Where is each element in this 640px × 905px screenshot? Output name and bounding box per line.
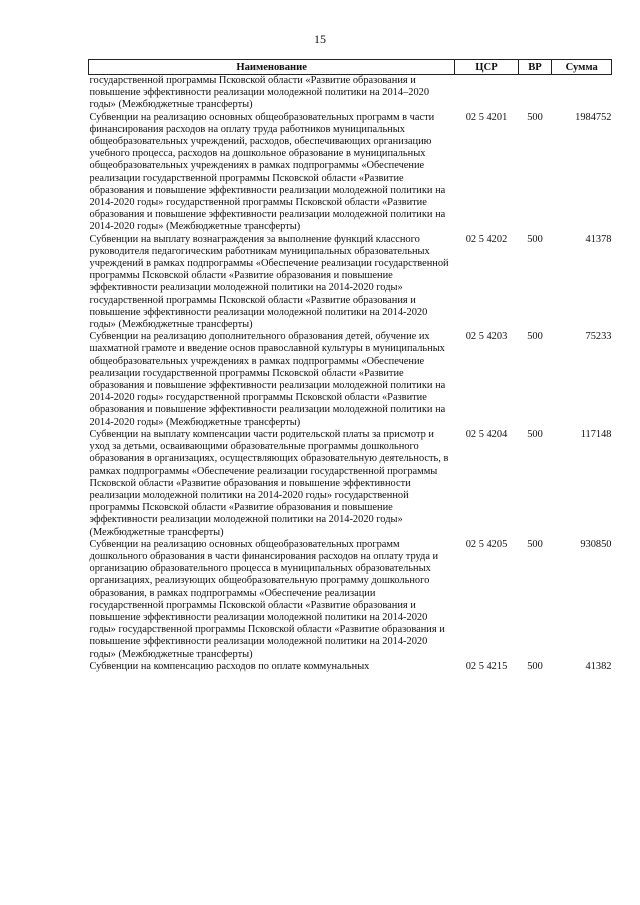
header-name: Наименование [89,60,455,75]
row-vr: 500 [527,660,543,672]
row-name: Субвенции на компенсацию расходов по оплате коммунальных [89,660,370,672]
header-sum: Сумма [552,60,612,75]
table-row [89,75,612,112]
row-sum [552,75,612,112]
header-csr: ЦСР [455,60,518,75]
page-number: 15 [314,32,326,46]
row-csr [455,75,518,112]
row-vr: 500 [527,111,543,123]
row-name: Субвенции на выплату вознаграждения за выполнение функций классного руководителя педагогическим работникам муниципальных образовательных учреждений в рамках подпрограммы «Обеспечение реализации государственной программы Псковской области «Развитие образования и повышение эффективности реализации молодежной политики на 2014-2020 годы» государственной программы Псковской области «Развитие образования и повышение эффективности реализации молодежной политики на 2014-2020 годы» (Межбюджетные трансферты) [89,233,449,331]
table-row [89,429,612,539]
row-sum: 75233 [585,331,612,343]
row-vr [518,75,552,112]
row-csr: 02 5 4205 [465,538,508,550]
table-row [89,539,612,661]
row-sum: 41378 [585,233,612,245]
row-sum: 1984752 [575,111,612,123]
table-header-row [89,60,612,75]
row-csr: 02 5 4202 [465,233,508,245]
row-csr: 02 5 4215 [465,660,508,672]
row-name: Субвенции на реализацию основных общеобразовательных программ дошкольного образования в части финансирования расходов на оплату труда и организацию образовательного процесса в муниципальных образовательных организациях, реализующих общеобразовательную программу дошкольного образования, в рамках подпрограммы «Обеспечение реализации государственной программы Псковской области «Развитие образования и повышение эффективности реализации молодежной политики на 2014-2020 годы» государственной программы Псковской области «Развитие образования и повышение эффективности реализации молодежной политики на 2014-2020 годы» (Межбюджетные трансферты) [89,538,445,660]
row-sum: 41382 [585,660,612,672]
row-name: Субвенции на реализацию дополнительного образования детей, обучение их шахматной грамоте и введение основ православной культуры в муниципальных общеобразовательных учреждениях в рамках подпрограммы «Обеспечение реализации государственной программы Псковской области «Развитие образования и повышение эффективности реализации молодежной политики на 2014-2020 годы» государственной программы Псковской области «Развитие образования и повышение эффективности реализации молодежной политики на 2014-2020 годы» (Межбюджетные трансферты) [89,331,446,428]
row-csr: 02 5 4204 [465,428,508,440]
row-name: Субвенции на выплату компенсации части родительской платы за присмотр и уход за детьми, осваивающими образовательные программы дошкольного образования в организациях, осуществляющих образовательную деятельность, в рамках подпрограммы «Обеспечение реализации государственной программы Псковской области «Развитие образования и повышение эффективности реализации молодежной политики на 2014-2020 годы» государственной программы Псковской области «Развитие образования и повышение эффективности реализации молодежной политики на 2014-2020 годы» (Межбюджетные трансферты) [89,428,449,538]
row-csr: 02 5 4201 [465,111,508,123]
row-name: Субвенции на реализацию основных общеобразовательных программ в части финансирования расходов на оплату труда работников муниципальных общеобразовательных учреждений, расходов, обеспечивающих организацию учебного процесса, расходов на дошкольное образование в муниципальных общеобразовательных учреждениях в рамках подпрограммы «Обеспечение реализации государственной программы Псковской области «Развитие образования и повышение эффективности реализации молодежной политики на 2014-2020 годы» государственной программы Псковской области «Развитие образования и повышение эффективности реализации молодежной политики на 2014-2020 годы» (Межбюджетные трансферты) [89,111,446,233]
row-sum: 117148 [580,428,612,440]
row-csr: 02 5 4203 [465,331,508,343]
row-vr: 500 [527,233,543,245]
row-vr: 500 [527,538,543,550]
row-sum: 930850 [580,538,612,550]
table-row [89,331,612,429]
budget-table [88,59,612,673]
row-vr: 500 [527,331,543,343]
header-vr: ВР [518,60,552,75]
row-name: государственной программы Псковской области «Развитие образования и повышение эффективности реализации молодежной политики на 2014–2020 годы» (Межбюджетные трансферты) [89,75,430,111]
table-row [89,661,612,673]
row-vr: 500 [527,428,543,440]
table-row [89,234,612,332]
table-row [89,112,612,234]
